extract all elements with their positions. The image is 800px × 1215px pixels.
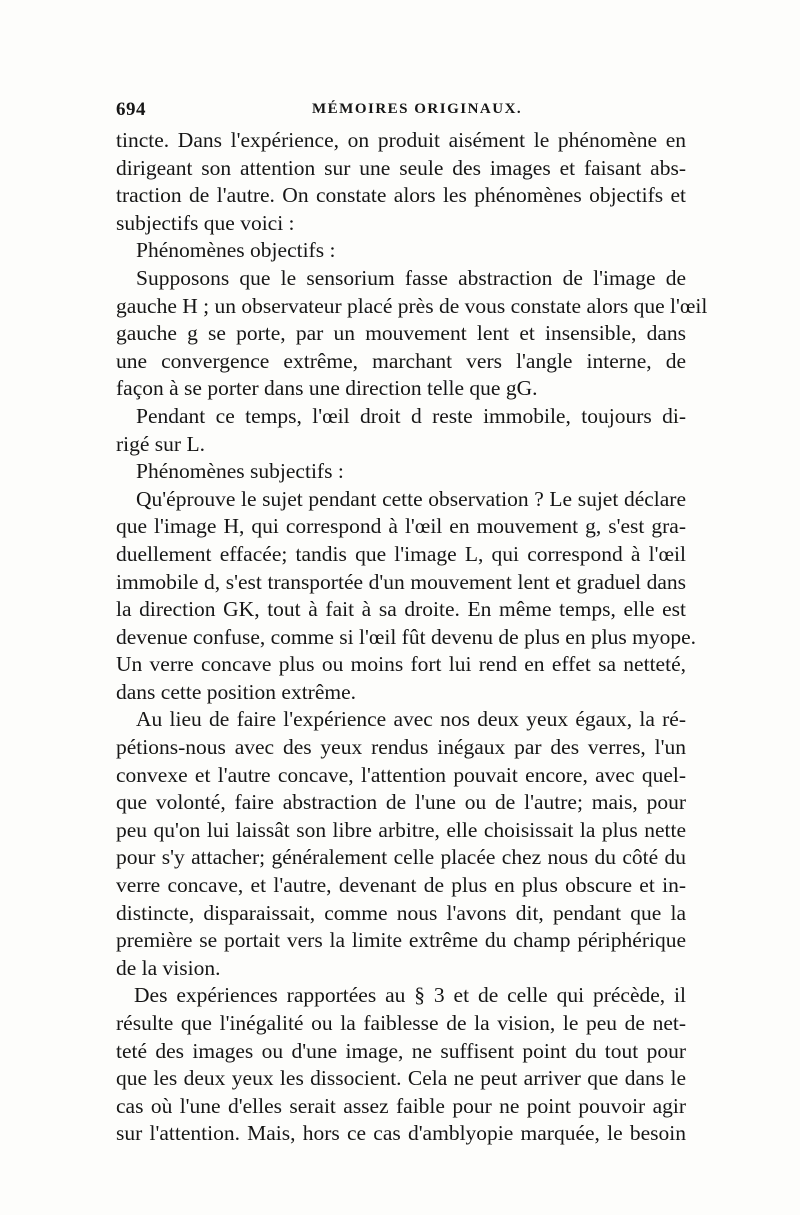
text-line: distincte, disparaissait, comme nous l'avons dit, pendant que la [116, 900, 686, 925]
text-line: que volonté, faire abstraction de l'une ou de l'autre; mais, pour [116, 790, 686, 815]
text-line: convexe et l'autre concave, l'attention pouvait encore, avec quel- [116, 762, 686, 787]
text-line: Un verre concave plus ou moins fort lui rend en effet sa netteté, [116, 652, 686, 677]
text-line: cas où l'une d'elles serait assez faible pour ne point pouvoir agir [116, 1093, 686, 1118]
text-line: immobile d, s'est transportée d'un mouvement lent et graduel dans [116, 569, 686, 594]
page-header [116, 99, 684, 121]
text-line: de la vision. [116, 955, 221, 980]
text-line: la direction GK, tout à fait à sa droite. En même temps, elle est [116, 597, 686, 622]
text-line: Des expériences rapportées au § 3 et de celle qui précède, il [134, 983, 686, 1008]
text-line: pétions-nous avec des yeux rendus inégaux par des verres, l'un [116, 735, 686, 760]
text-line: teté des images ou d'une image, ne suffisent point du tout pour [116, 1038, 686, 1063]
text-line: façon à se porter dans une direction telle que gG. [116, 376, 538, 401]
text-line: rigé sur L. [116, 431, 205, 456]
text-line: Supposons que le sensorium fasse abstraction de l'image de [136, 265, 686, 290]
text-line: que les deux yeux les dissocient. Cela ne peut arriver que dans le [116, 1066, 686, 1091]
text-line: sur l'attention. Mais, hors ce cas d'amblyopie marquée, le besoin [116, 1121, 686, 1146]
section-heading: Phénomènes objectifs : [136, 238, 336, 263]
text-line: traction de l'autre. On constate alors les phénomènes objectifs et [116, 183, 686, 208]
text-line: subjectifs que voici : [116, 210, 295, 235]
text-line: dirigeant son attention sur une seule des images et faisant abs- [116, 155, 686, 180]
text-line: duellement effacée; tandis que l'image L, qui correspond à l'œil [116, 541, 686, 566]
text-line: Au lieu de faire l'expérience avec nos deux yeux égaux, la ré- [136, 707, 686, 732]
text-line: gauche H ; un observateur placé près de vous constate alors que l'œil [116, 293, 708, 318]
page-number: 694 [116, 99, 146, 120]
section-heading: Phénomènes subjectifs : [136, 459, 344, 484]
running-head: MÉMOIRES ORIGINAUX. [312, 101, 523, 117]
text-line: peu qu'on lui laissât son libre arbitre, elle choisissait la plus nette [116, 817, 686, 842]
text-line: résulte que l'inégalité ou la faiblesse de la vision, le peu de net- [116, 1011, 686, 1035]
text-line: une convergence extrême, marchant vers l'angle interne, de [116, 348, 686, 373]
text-line: Pendant ce temps, l'œil droit d reste immobile, toujours di- [136, 403, 686, 428]
text-line: pour s'y attacher; généralement celle placée chez nous du côté du [116, 845, 686, 870]
text-line: verre concave, et l'autre, devenant de plus en plus obscure et in- [116, 873, 686, 898]
text-line: dans cette position extrême. [116, 679, 357, 704]
body-text [116, 127, 708, 1148]
text-line: gauche g se porte, par un mouvement lent et insensible, dans [116, 321, 686, 346]
text-line: tincte. Dans l'expérience, on produit aisément le phénomène en [116, 128, 686, 152]
text-line: première se portait vers la limite extrême du champ périphérique [116, 928, 686, 953]
text-line: devenue confuse, comme si l'œil fût devenu de plus en plus myope. [116, 624, 697, 649]
text-line: que l'image H, qui correspond à l'œil en mouvement g, s'est gra- [116, 514, 686, 539]
text-line: Qu'éprouve le sujet pendant cette observation ? Le sujet déclare [136, 486, 686, 511]
